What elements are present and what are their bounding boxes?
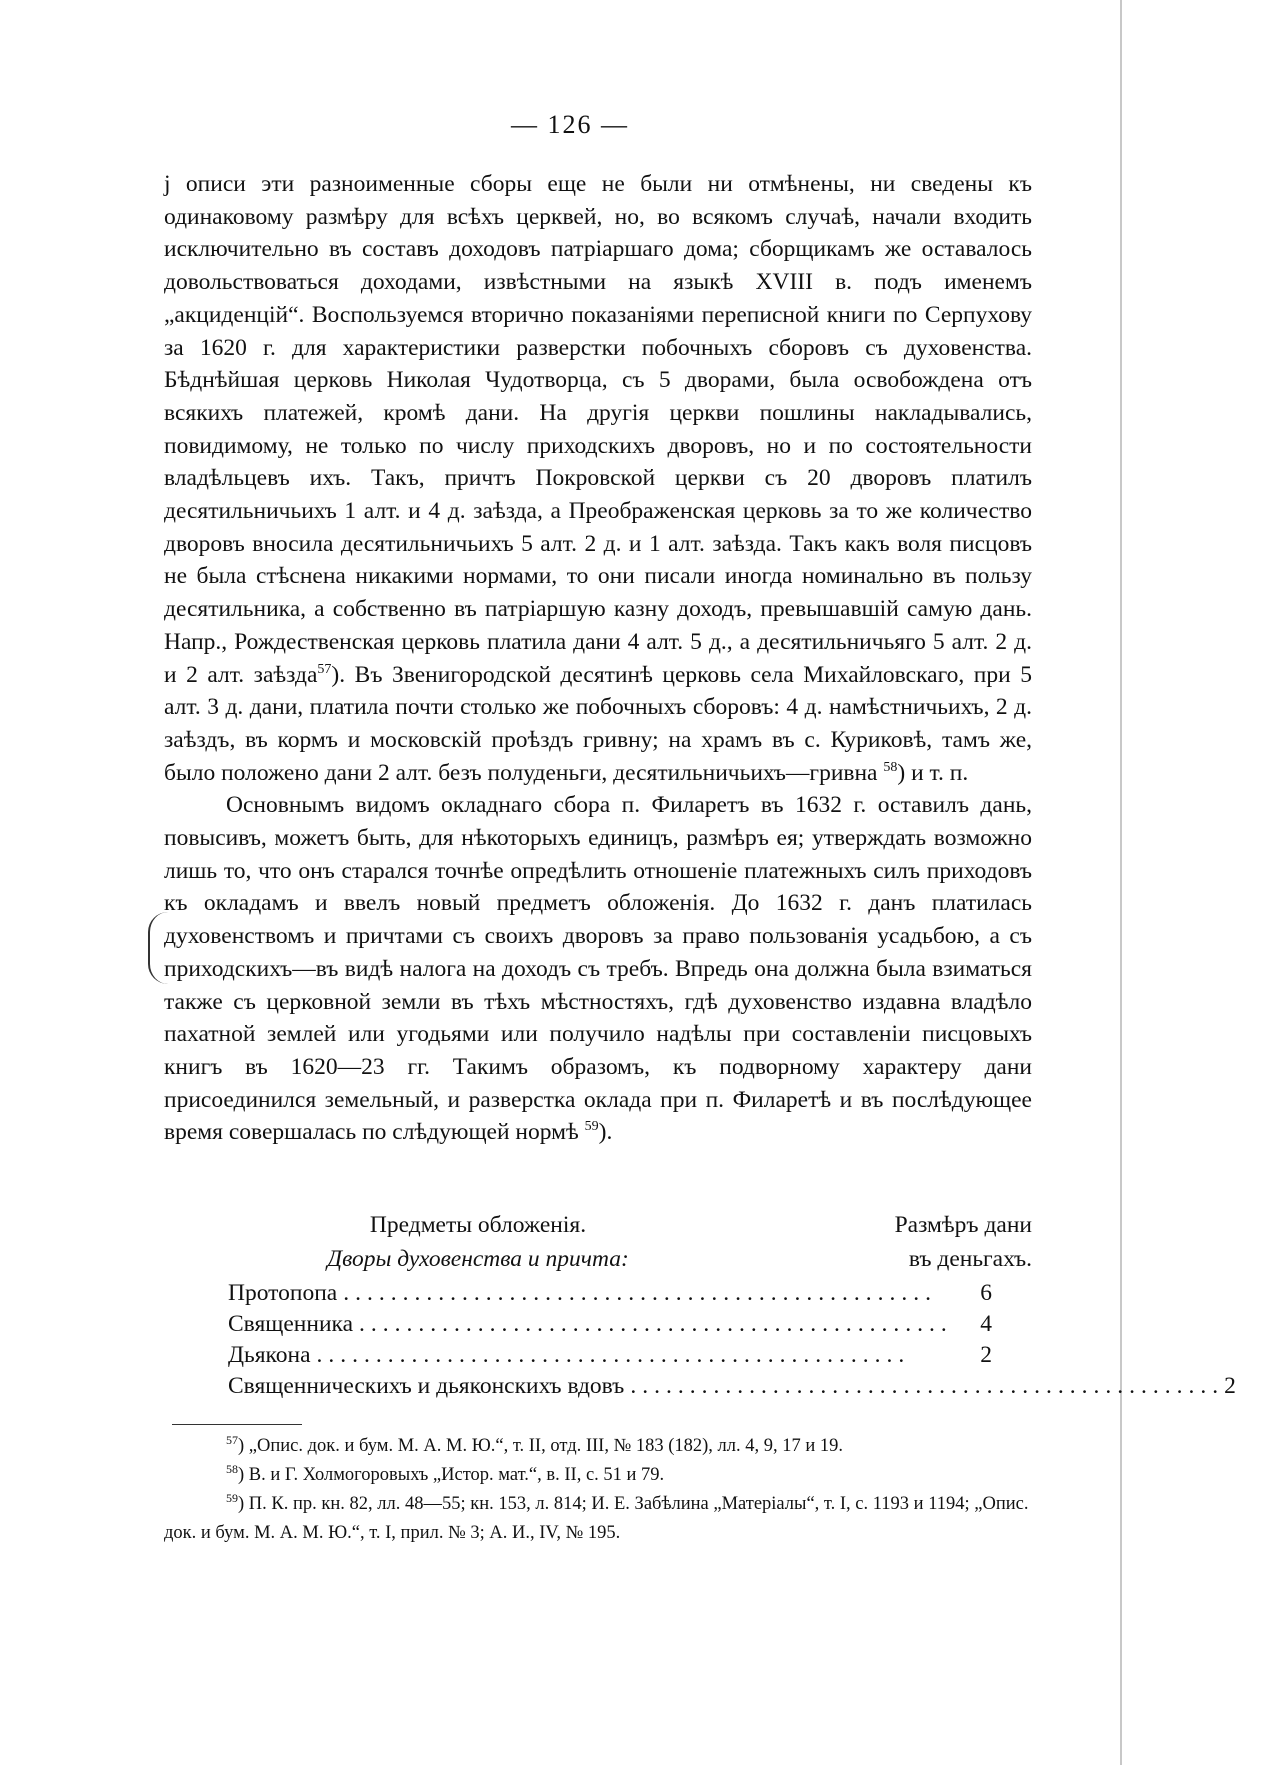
row-label: Протопопа	[228, 1280, 338, 1306]
table-row	[228, 1373, 1236, 1404]
body-text	[164, 168, 1032, 1149]
header-amount: Размѣръ дани	[894, 1212, 1032, 1238]
paragraph-1-text: ј описи эти разноименные сборы еще не были ни отмѣнены, ни сведены къ одинаковому размѣру для всѣхъ церквей, но, во всякомъ случаѣ, начали входить исключительно въ составъ доходовъ патріаршаго дома; сборщикамъ же оставалось довольствоваться доходами, извѣстными на языкѣ XVIII в. подъ именемъ „акциденцій“. Воспользуемся вторично показаніями переписной книги по Серпухову за 1620 г. для характеристики разверстки побочныхъ сборовъ съ духовенства. Бѣднѣйшая церковь Николая Чудотворца, съ 5 дворами, была освобождена отъ всякихъ платежей, кромѣ дани. На другія церкви пошлины накладывались, повидимому, не только по числу приходскихъ дворовъ, но и по состоятельности владѣльцевъ ихъ. Такъ, причтъ Покровской церкви съ 20 дворовъ платилъ десятильничьихъ 1 алт. и 4 д. заѣзда, а Преображенская церковь за то же количество дворовъ вносила десятильничьихъ 5 алт. 2 д. и 1 алт. заѣзда. Такъ какъ воля писцовъ не была стѣснена никакими нормами, то они писали иногда номинально въ пользу десятильника, а собственно въ патріаршую казну доходъ, превышавшій самую дань. Напр., Рождественская церковь платила дани 4 алт. 5 д., а десятильничьяго 5 алт. 2 д. и 2 алт. заѣзда	[164, 171, 1032, 688]
row-label: Священника	[228, 1311, 354, 1337]
paragraph-2	[164, 789, 1032, 1149]
footnote-ref-58: 58	[883, 759, 898, 775]
paragraph-2-text-b: ).	[598, 1119, 613, 1146]
footnote-number: 57	[226, 1432, 238, 1447]
margin-bracket-mark	[148, 912, 168, 984]
leader-dots: ..................................................	[359, 1311, 953, 1337]
footnote-59	[164, 1490, 1032, 1548]
leader-dots: ..................................................	[316, 1342, 911, 1368]
row-label: Дьякона	[228, 1342, 311, 1368]
footnote-ref-57: 57	[317, 661, 332, 677]
row-value: 2	[1224, 1373, 1236, 1399]
table-row	[228, 1311, 1032, 1342]
paragraph-1-text-b: ). Въ Звенигородской десятинѣ церковь села Михайловскаго, при 5 алт. 3 д. дани, платила почти столько же побочныхъ сборовъ: 4 д. намѣстничьихъ, 2 д. заѣздъ, въ кормъ и московскій проѣздъ гривну; на храмъ въ с. Куриковѣ, тамъ же, было положено дани 2 алт. безъ полуденьги, десятильничьихъ—гривна	[164, 661, 1032, 786]
tax-table	[228, 1212, 1236, 1404]
paragraph-1-text-c: ) и т. п.	[897, 759, 969, 786]
footnote-ref-59: 59	[584, 1119, 599, 1135]
paragraph-1	[164, 168, 1032, 789]
page-number: — 126 —	[511, 110, 629, 139]
leader-dots: ..................................................	[630, 1373, 1225, 1399]
row-value: 2	[980, 1342, 992, 1368]
row-label: Священническихъ и дьяконскихъ вдовъ	[228, 1373, 625, 1399]
table-row	[228, 1280, 1032, 1311]
footnotes	[164, 1432, 1032, 1548]
header-households: Дворы духовенства и причта:	[327, 1246, 629, 1272]
header-in-money: въ деньгахъ.	[908, 1246, 1032, 1272]
footnote-number: 59	[226, 1490, 238, 1505]
footnote-text: ) П. К. пр. кн. 82, лл. 48—55; кн. 153, л. 814; И. Е. Забѣлина „Матеріалы“, т. I, с. 1193 и 1194; „Опис. док. и бум. М. А. М. Ю.“, т. I, прил. № 3; А. И., IV, № 195.	[164, 1494, 1029, 1543]
footnote-number: 58	[226, 1461, 238, 1476]
footnote-58	[164, 1461, 1032, 1490]
table-header-row-1	[228, 1212, 1032, 1246]
table-header-row-2	[228, 1246, 1032, 1280]
footnote-text: ) В. и Г. Холмогоровыхъ „Истор. мат.“, в. II, с. 51 и 79.	[238, 1465, 665, 1485]
footnote-text: ) „Опис. док. и бум. М. А. М. Ю.“, т. II, отд. III, № 183 (182), лл. 4, 9, 17 и 19.	[238, 1436, 844, 1456]
footnote-57	[164, 1432, 1032, 1461]
footnote-separator	[172, 1424, 302, 1425]
row-value: 6	[980, 1280, 992, 1306]
header-subjects: Предметы обложенія.	[369, 1212, 587, 1238]
page-edge-rule	[1120, 0, 1122, 1765]
leader-dots: ..................................................	[343, 1280, 937, 1306]
row-value: 4	[980, 1311, 992, 1337]
table-row	[228, 1342, 1032, 1373]
paragraph-2-text: Основнымъ видомъ окладнаго сбора п. Филаретъ въ 1632 г. оставилъ дань, повысивъ, можетъ быть, для нѣкоторыхъ единицъ, размѣръ ея; утверждать возможно лишь то, что онъ старался точнѣе опредѣлить отношеніе платежныхъ силъ приходовъ къ окладамъ и ввелъ новый предметъ обложенія. До 1632 г. данъ платилась духовенствомъ и причтами съ своихъ дворовъ за право пользованія усадьбою, а съ приходскихъ—въ видѣ налога на доходъ съ требъ. Впредь она должна была взиматься также съ церковной земли въ тѣхъ мѣстностяхъ, гдѣ духовенство издавна владѣло пахатной землей или угодьями или получило надѣлы при составленіи писцовыхъ книгъ въ 1620—23 гг. Такимъ образомъ, къ подворному характеру дани присоединился земельный, и разверстка оклада при п. Филаретѣ и въ послѣдующее время совершалась по слѣдующей нормѣ	[164, 792, 1032, 1146]
